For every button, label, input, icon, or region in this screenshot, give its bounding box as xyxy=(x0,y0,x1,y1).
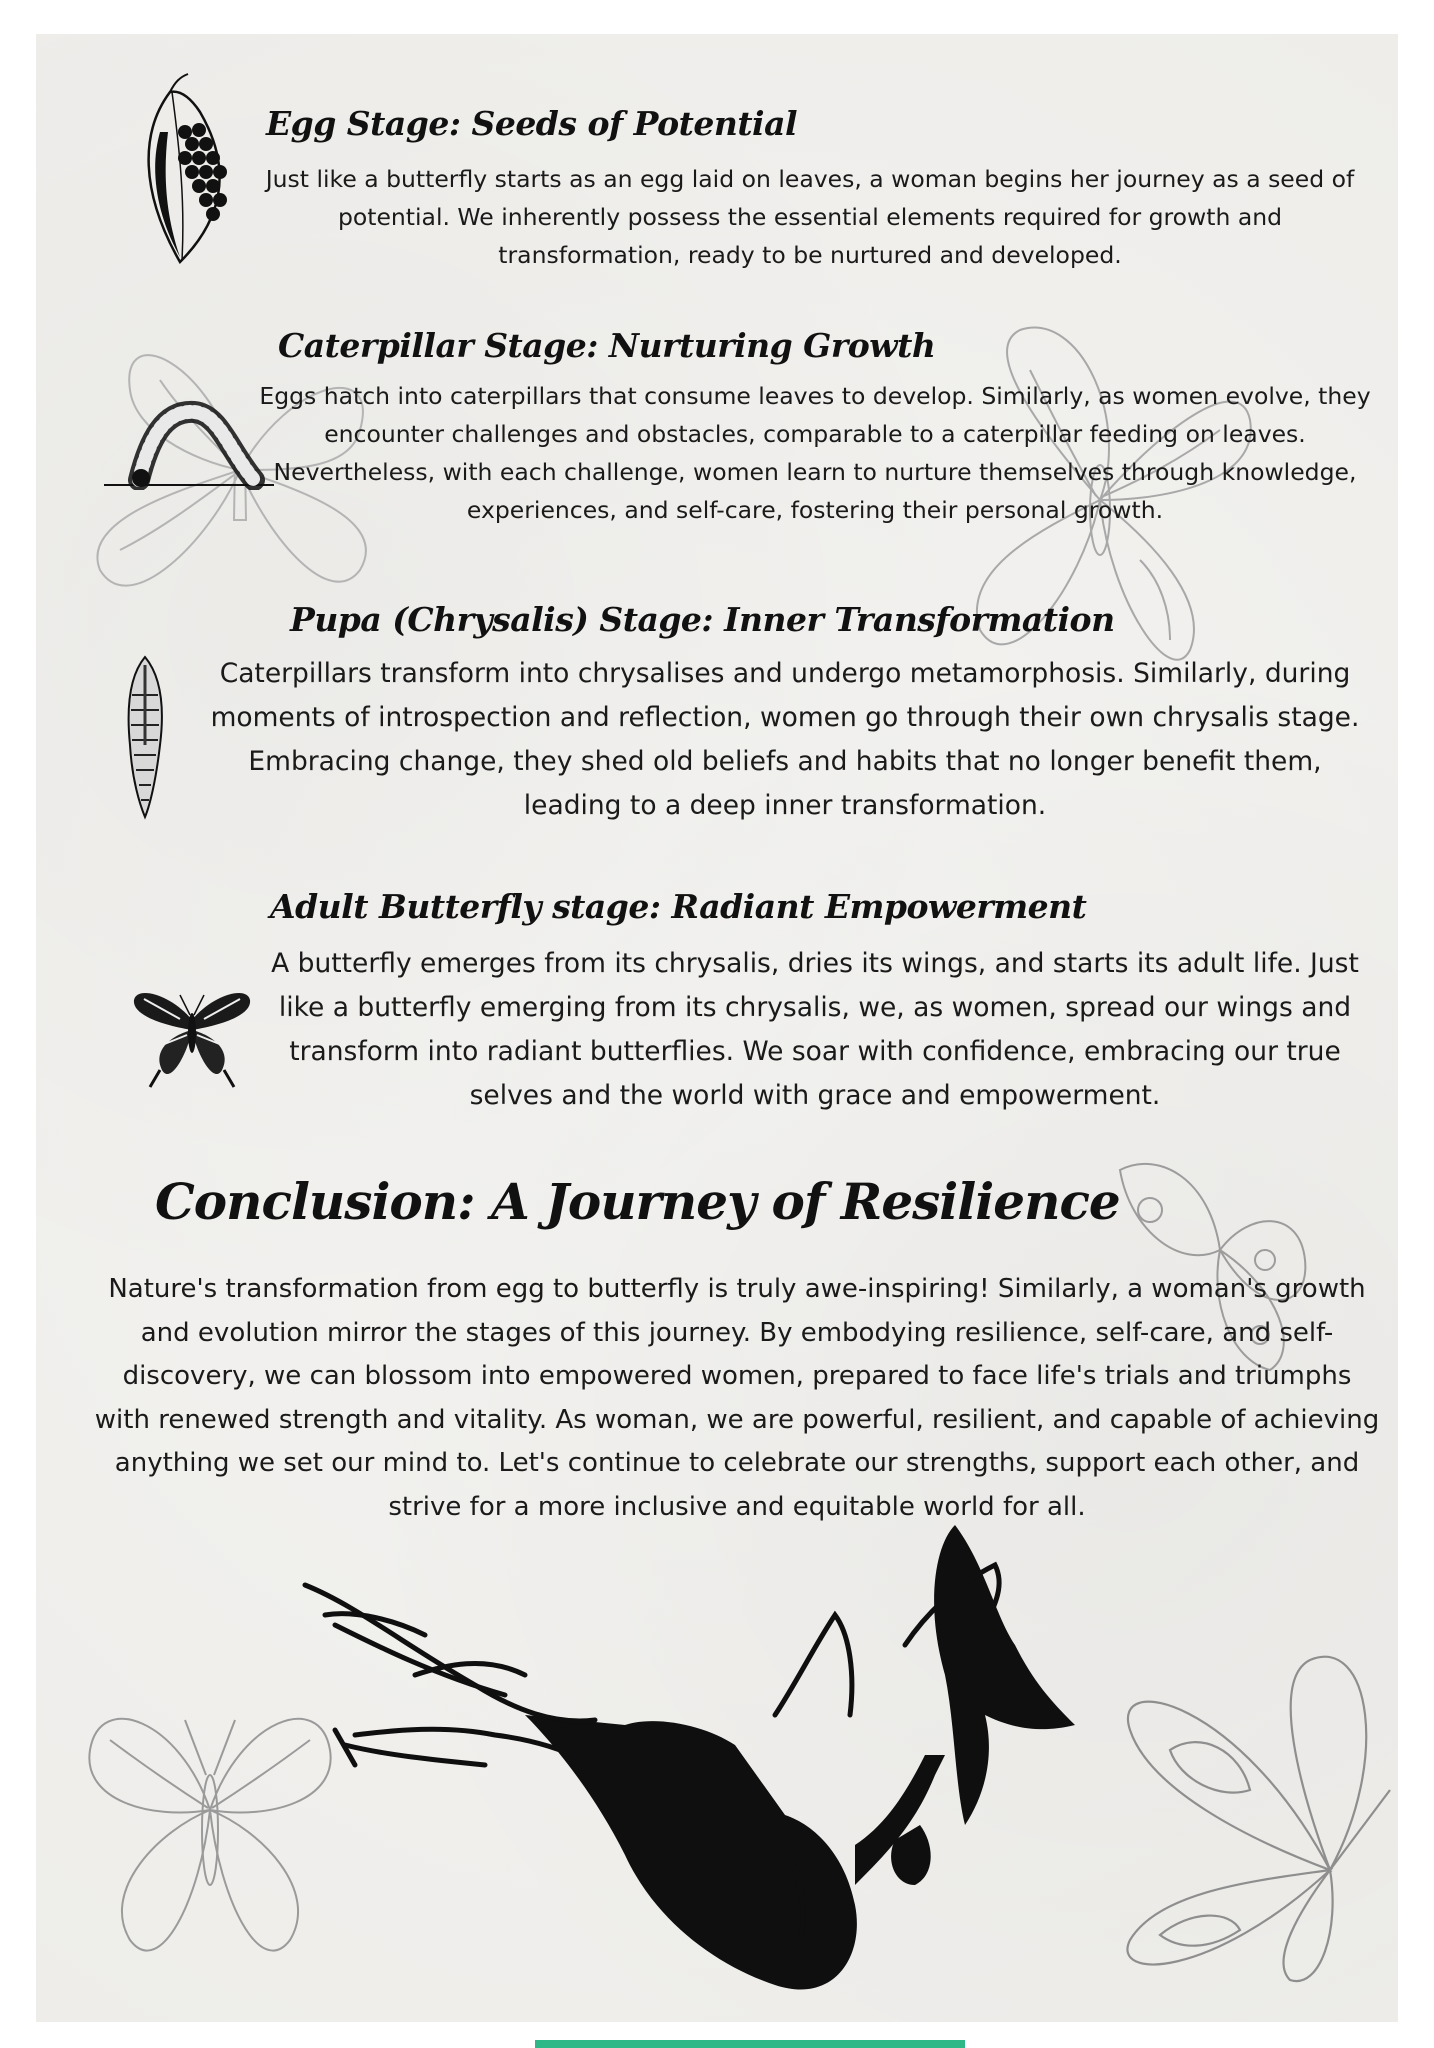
swallowtail-butterfly-icon xyxy=(132,975,252,1090)
falling-woman-silhouette xyxy=(295,1525,1085,2025)
conclusion-body: Nature's transformation from egg to butterfly is truly awe-inspiring! Similarly, a woman's growth and evolution mirror the stages of this journey. By embodying resilience, self-care, and self-discovery, we can blossom into empowered women, prepared to face life's trials and triumphs with renewed strength and vitality. As woman, we are powerful, resilient, and capable of achieving anything we set our mind to. Let's continue to celebrate our strengths, support each other, and strive for a more inclusive and equitable world for all. xyxy=(94,1274,1380,1522)
caterpillar-stage-body: Eggs hatch into caterpillars that consume leaves to develop. Similarly, as women evolve, they encounter challenges and obstacles, comparable to a caterpillar feeding on leaves. Nevertheless, with each challenge, women learn to nurture themselves through knowledge, experiences, and self-care, fostering their personal growth. xyxy=(259,382,1371,524)
adult-butterfly-stage-title: Adult Butterfly stage: Radiant Empowerment xyxy=(270,887,1087,926)
conclusion-title: Conclusion: A Journey of Resilience xyxy=(155,1172,1120,1231)
egg-cluster-on-leaf-icon xyxy=(140,72,250,272)
egg-stage-title: Egg Stage: Seeds of Potential xyxy=(266,104,798,143)
caterpillar-stage-title: Caterpillar Stage: Nurturing Growth xyxy=(278,326,936,365)
pupa-stage-body: Caterpillars transform into chrysalises and undergo metamorphosis. Similarly, during moments of introspection and reflection, women go through their own chrysalis stage. Embracing change, they shed old beliefs and habits that no longer benefit them, leading to a deep inner transformation. xyxy=(210,658,1360,821)
butterfly-sketch-icon xyxy=(1090,1640,1400,1990)
chrysalis-icon xyxy=(120,655,170,820)
pupa-stage-title: Pupa (Chrysalis) Stage: Inner Transformation xyxy=(290,600,1115,639)
egg-stage-body: Just like a butterfly starts as an egg laid on leaves, a woman begins her journey as a seed of potential. We inherently possess the essential elements required for growth and transformation, ready to be nurtured and developed. xyxy=(265,165,1355,269)
caterpillar-icon xyxy=(104,400,274,490)
adult-butterfly-stage-body: A butterfly emerges from its chrysalis, dries its wings, and starts its adult life. Just like a butterfly emerging from its chrysalis, we, as women, spread our wings and transform into radiant butterflies. We soar with confidence, embracing our true selves and the world with grace and empowerment. xyxy=(271,948,1359,1111)
bottom-accent-bar xyxy=(535,2040,965,2048)
